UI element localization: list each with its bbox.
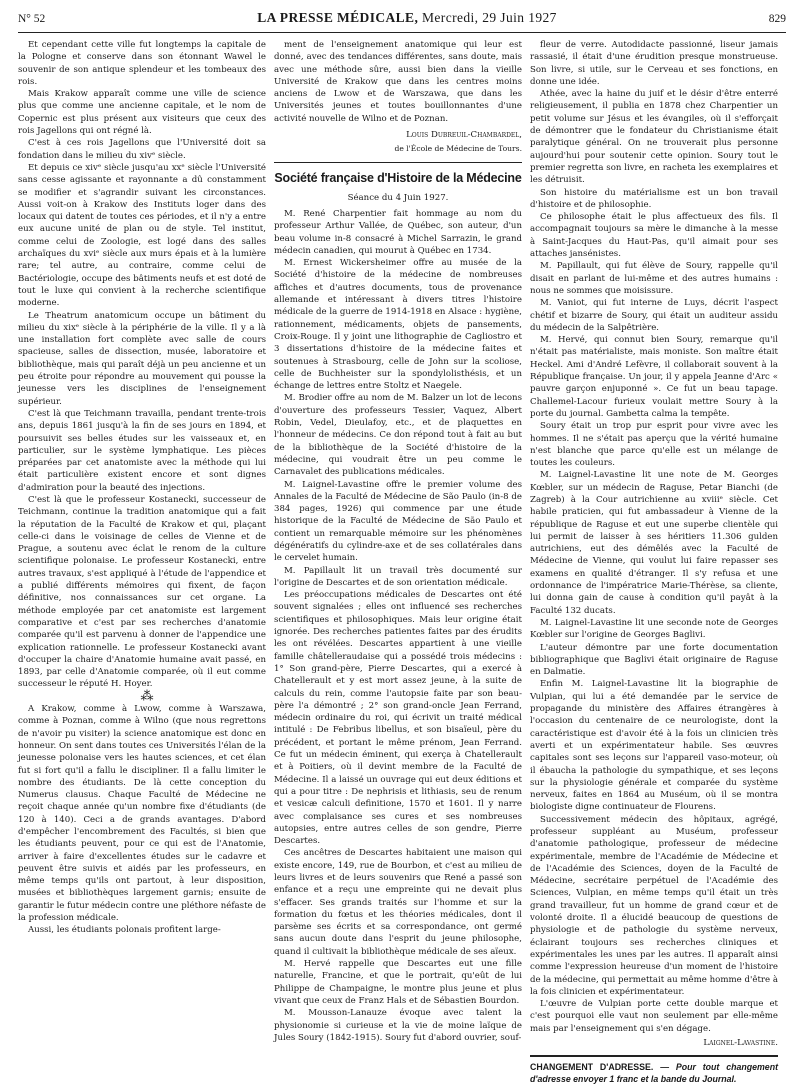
paragraph: Et cependant cette ville fut longtemps la capitale de la Pologne et conserve dans son étonnant Wawel le souvenir de son antique splendeur et les tombeaux des rois. [18, 40, 266, 87]
column-1 [18, 39, 266, 1075]
notice-title: CHANGEMENT D'ADRESSE. [530, 1062, 654, 1073]
paragraph: Son histoire du matérialisme est un bon travail d'histoire et de philosophie. [530, 187, 778, 210]
paragraph: Ce philosophe était le plus affectueux des fils. Il accompagnait toujours sa mère le dimanche à la messe à Saint-Jacques du Haut-Pas, qu'il aimait pour ses attaches jansénistes. [530, 212, 778, 260]
paragraph: M. René Charpentier fait hommage au nom du professeur Arthur Vallée, de Québec, son auteur, d'un beau volume in-8 consacré à Michel Sarrazin, le grand médecin canadien, qui mourut à Québec en 1734. [274, 208, 522, 256]
section-divider [274, 162, 522, 163]
paragraph: Le Theatrum anatomicum occupe un bâtiment du milieu du xixᵉ siècle à la périphérie de la ville. Il y a là une installation fort complète avec salle de cours spacieuse, salles de dissection, musée, laboratoire et bibliothèque, mais qui paraît déjà un peu ancienne et un peu étroite pour répondre au mouvement qui pousse la jeunesse vers les disciplines de l'enseignement supérieur. [18, 310, 266, 407]
article-signature: Louis Dubreuil-Chambardel, [406, 130, 522, 141]
paragraph: Successivement médecin des hôpitaux, agrégé, professeur suppléant au Muséum, professeur d'anatomie pathologique, professeur de médecine expérimentale, membre de l'Académie de Médecine et de l'Académie des Sciences, doyen de la Faculté de Médecine, secrétaire perpétuel de l'Académie des Sciences, Vulpian, en même temps qu'il était un très grand travailleur, fut un homme de grand cœur et de volonté droite. Il a élucidé beaucoup de questions de physiologie et de pathologie du système nerveux, éclairant toujours ses recherches cliniques et expérimentales les unes par les autres. Il apparaît ainsi comme l'expression heureuse d'un moment de l'histoire de la médecine, qui permettait au même homme d'être à la fois clinicien et expérimentateur. [530, 814, 778, 997]
paragraph: Ces ancêtres de Descartes habitaient une maison qui existe encore, 149, rue de Bourbon, et c'est au milieu de leurs livres et de leurs souvenirs que René a passé son enfance et a reçu une empreinte qui ne devait plus s'effacer. Ses grands traités sur l'homme et sur la formation du fœtus et les théories médicales, dont il parsème ses écrits et sa correspondance, ont germé sans aucun doute dans l'esprit du jeune philosophe, quand il cultivait la bibliothèque médicale de ses aïeux. [274, 848, 522, 957]
paragraph: C'est là que Teichmann travailla, pendant trente-trois ans, depuis 1861 jusqu'à la fin de ses jours en 1894, et poursuivit ses belles études sur les vaisseaux et, en particulier, sur le système lymphatique. Les pièces préparées par cet anatomiste avec la méthode qui lui était particulière existent encore et sont dignes d'admiration pour la beauté des injections. [18, 408, 266, 493]
paragraph: M. Papillault lit un travail très documenté sur l'origine de Descartes et de son orientation médicale. [274, 565, 522, 588]
paragraph: fleur de verre. Autodidacte passionné, liseur jamais rassasié, il était d'une érudition presque monstrueuse. Son livre, si utile, sur le Cerveau et ses fonctions, en donne une idée. [530, 40, 778, 87]
journal-title: LA PRESSE MÉDICALE, [257, 10, 419, 25]
masthead [257, 10, 557, 26]
notice-text: — Pour tout changement d'adresse envoyer 1 franc et la bande du Journal. [530, 1062, 779, 1085]
paragraph: Soury était un trop pur esprit pour vivre avec les hommes. Il ne s'était pas aperçu que la vérité humaine n'est blanche que parce qu'elle est un mélange de toutes les couleurs. [530, 421, 778, 469]
seance-date: Séance du 4 Juin 1927. [347, 192, 449, 203]
address-change-notice [530, 1061, 778, 1085]
paragraph: M. Mousson-Lanauze évoque avec talent la physionomie si curieuse et la vie de moine laïque de Jules Soury (1842-1915). Soury fut d'abord ouvrier, souf- [274, 1008, 522, 1043]
issue-number: N° 52 [18, 13, 46, 25]
notice-divider [530, 1055, 778, 1057]
newspaper-page [18, 10, 786, 1085]
paragraph: M. Hervé rappelle que Descartes eut une fille naturelle, Francine, et que le portrait, qu'eût de lui Philippe de Champaigne, le montre plus jeune et plus vivant que ceux de Franz Hals et de Sébastien Bourdon. [274, 959, 522, 1006]
section-stars: ⁂ [140, 688, 154, 704]
paragraph: A Krakow, comme à Lwow, comme à Warszawa, comme à Poznan, comme à Wilno (que nous regrettons de n'avoir pu visiter) la science anatomique est donc en honneur. On sent dans toutes ces Universités l'élan de la jeunesse polonaise vers les hautes sciences, et cet élan fut si fort qu'il a fallu le discipliner. Il a fallu limiter le nombre des étudiants. De là cette conception du Numerus clausus. Chaque Faculté de Médecine ne reçoit chaque année qu'un nombre fixe d'étudiants (de 120 à 140). Ceci a de grands avantages. D'abord d'empêcher l'encombrement des Facultés, si bien que les étudiants peuvent, pour ce qui est de l'Anatomie, arriver à faire d'excellentes études sur le cadavre et peuvent être suivis et aidés par les professeurs, en même temps qu'ils ont partout, à leur disposition, musées et bibliothèques largement garnis; ensuite de garantir le futur médecin contre une pléthore néfaste de la profession médicale. [18, 704, 266, 924]
signature-affiliation: de l'École de Médecine de Tours. [394, 144, 522, 154]
paragraph: M. Laignel-Lavastine offre le premier volume des Annales de la Faculté de Médecine de São Paulo (in-8 de 384 pages, 1926) qui commence par une étude historique de la Faculté de Médecine de São Paulo et contient un remarquable mémoire sur les phénomènes dégénératifs du cylindre-axe et de ses collatérales dans le cervelet humain. [274, 479, 522, 564]
column-3 [530, 39, 779, 1085]
paragraph: C'est à ces rois Jagellons que l'Université doit sa fondation dans le milieu du xivᵉ siècle. [18, 138, 266, 161]
paragraph: Mais Krakow apparaît comme une ville de science plus que comme une ancienne capitale, et le nom de Copernic est plus présent aux visiteurs que ceux des rois Jagellons qui ont régné là. [18, 89, 266, 137]
paragraph: Et depuis ce xivᵉ siècle jusqu'au xxᵉ siècle l'Université sans cesse agissante et rayonnante a dû constamment se modifier et s'agrandir suivant les circonstances. Aussi voit-on à Krakow des Instituts loger dans des locaux qui datent de toutes ces périodes, et il n'y a entre eux aucune unité de plan ou de style. Tel institut, comme celui de Zoologie, est logé dans des salles archaïques du xviᵉ siècle aux murs épais et à la lumière rare; tel autre, au contraire, comme celui de Bactériologie, occupe des bâtiments neufs et est doté de tout le luxe qui convient à la recherche scientifique moderne. [18, 162, 266, 309]
page-header [18, 10, 786, 33]
paragraph: Athée, avec la haine du juif et le désir d'être enterré religieusement, il publia en 1878 chez Charpentier un petit volume sur Jésus et les évangiles, où il s'efforçait de démontrer que le fondateur du Christianisme était paralytique général. On ne trouverait plus personne aujourd'hui pour soutenir cette opinion. Soury tout le premier regretta son livre, en racheta les exemplaires et les détruisit. [530, 89, 778, 186]
columns [18, 39, 786, 1085]
column-2 [274, 39, 522, 1075]
paragraph: M. Hervé, qui connut bien Soury, remarque qu'il n'était pas matérialiste, mais moniste. Son maître était Heckel. Ami d'André Lefèvre, il collaborait souvent à la République française. Un jour, il y appela Jeanne d'Arc « pauvre garçon enjuponné ». Ce fut un beau tapage. Challemel-Lacour furieux voulait mettre Soury à la porte du journal. Gambetta calma la tempête. [530, 335, 778, 419]
paragraph: L'auteur démontre par une forte documentation bibliographique que Baglivi était originaire de Raguse en Dalmatie. [530, 642, 778, 678]
paragraph: M. Laignel-Lavastine lit une note de M. Georges Kœbler, sur un médecin de Raguse, Petar Bianchi (de Zagreb) à la Cour autrichienne au xviiiᵉ siècle. Cet habile praticien, qui fut ambassadeur à Vienne de la république de Raguse et eut une superbe clientèle qui lui permit de laisser à ses héritiers 11.306 gulden autrichiens, eut des démêlés avec la Faculté de Médecine de Vienne, qui voulut lui faire repasser ses examens en qualité d'étranger. Il s'y refusa et une ordonnance de l'impératrice Marie-Thérèse, sa cliente, lui donna gain de cause à condition qu'il payât à la Faculté 132 ducats. [530, 470, 778, 616]
paragraph: ment de l'enseignement anatomique qui leur est donné, avec des tendances différentes, sans doute, mais avec une méthode sûre, aussi bien dans la vieille Université de Krakow que dans les centres moins anciens de Lwow et de Warszawa, que dans les Universités jeunes et toutes bouillonnantes d'une activité nouvelle de Wilno et de Poznan. [274, 40, 522, 124]
report-signature: Laignel-Lavastine. [703, 1038, 778, 1049]
paragraph: L'œuvre de Vulpian porte cette double marque et c'est pourquoi elle vaut non seulement par elle-même mais par l'enseignement qui s'en dégage. [530, 999, 778, 1034]
paragraph: M. Brodier offre au nom de M. Balzer un lot de lecons d'ouverture des professeurs Tessier, Vaquez, Albert Robin, Vedel, Dieulafoy, etc., et de plaquettes en l'honneur de médecins. Ce don répond tout à fait au but de la bibliothèque de la Société d'histoire de la médecine, qui voudrait être un peu comme le Carnavalet des publications médicales. [274, 393, 522, 478]
issue-date: Mercredi, 29 Juin 1927 [422, 10, 557, 25]
paragraph: Aussi, les étudiants polonais profitent large- [28, 925, 221, 936]
paragraph: M. Papillault, qui fut élève de Soury, rappelle qu'il disait en parlant de lui-même et des autres humains : nous ne sommes que moisissure. [530, 261, 778, 296]
paragraph: M. Ernest Wickersheimer offre au musée de la Société d'histoire de la médecine de nombreuses affiches et d'autres documents, tous de provenance allemande et intéressant à divers titres l'histoire médicale de la guerre de 1914-1918 en Alsace : hygiène, rationnement, médicaments, objets de pansements, Croix-Rouge. Il y joint une lithographie de Cagliostro et 3 dissertations d'histoire de la médecine faites et soutenues à Strasbourg, celle de John sur la scoliose, celle de Buchheister sur la spondylolisthésis, et un échange de lettres entre Stoltz et Naegele. [274, 258, 522, 392]
paragraph: C'est là que le professeur Kostanecki, successeur de Teichmann, continue la tradition anatomique qui a fait la réputation de la Faculté de Krakow et qui, plaçant celle-ci dans le voisinage de celles de Vienne et de Prague, a soutenu avec éclat le renom de la culture scientifique polonaise. Le professeur Kostanecki, entre autres travaux, s'est appliqué à l'étude de l'appendice et a publié différents mémoires qui fixent, de façon définitive, nos connaissances sur cet organe. La méthode employée par cet anatomiste est largement comparative et c'est par ses recherches d'anatomie comparée qu'il est parvenu à donner de l'appendice une explication rationnelle. Le professeur Kostanecki avant d'occuper la chaire d'Anatomie humaine avait passé, en 1893, par celle d'Anatomie comparée, où il eut comme successeur le réputé H. Hoyer. [18, 494, 266, 690]
paragraph: Les préoccupations médicales de Descartes ont été souvent signalées ; elles ont influencé ses recherches scientifiques et philosophiques. Mais leur origine était ignorée. Des recherches patientes faites par des érudits les ont révélées. Descartes appartient à une vieille famille châtelleraudaise qui a possédé trois médecins : 1° Son grand-père, Pierre Descartes, qui a exercé à Chatellerault et y est mort assez jeune, à la suite de calculs du rein, comme l'autopsie faite par son beau-père l'a démontré ; 2° son grand-oncle Jean Ferrand, médecin ordinaire du roi, qui écrivit un traité médical intitulé : De Febribus libellus, et son bisaïeul, père du précédent, et portant le même prénom, Jean Ferrand. Ce fut un médecin éminent, qui exerça à Chatellerault et à Poitiers, où il devint membre de la Faculté de Médecine. Il a laissé un ouvrage qui eut deux éditions et qui a pour titre : De nephrisis et lithiasis, seu de renum et vesicæ calculi definitione, 1570 et 1601. Il y narre avec complaisance ses cures et ses nombreuses autopsies, entre autres celles de son gendre, Pierre Descartes. [274, 590, 522, 847]
page-number: 829 [768, 13, 786, 25]
society-title: Société française d'Histoire de la Médecine [274, 170, 522, 185]
paragraph: Enfin M. Laignel-Lavastine lit la biographie de Vulpian, qui lui a été demandée par le service de propagande du ministère des Affaires étrangères à l'occasion du centenaire de ce neurologiste, dont la caractéristique est d'avoir été à la fois un clinicien très averti et un expérimentateur habile. Ses œuvres capitales sont ses leçons sur l'appareil vaso-moteur, où il ébaucha la pathologie du sympathique, et ses leçons sur la physiologie générale et comparée du système nerveux, faites en 1864 au Muséum, où il se montra biologiste digne continuateur de Flourens. [530, 679, 778, 813]
paragraph: M. Vaniot, qui fut interne de Luys, décrit l'aspect chétif et bizarre de Soury, qui était un auditeur assidu du médecin de la Salpêtrière. [530, 298, 778, 333]
paragraph: M. Laignel-Lavastine lit une seconde note de Georges Kœbler sur l'origine de Georges Baglivi. [530, 617, 778, 641]
